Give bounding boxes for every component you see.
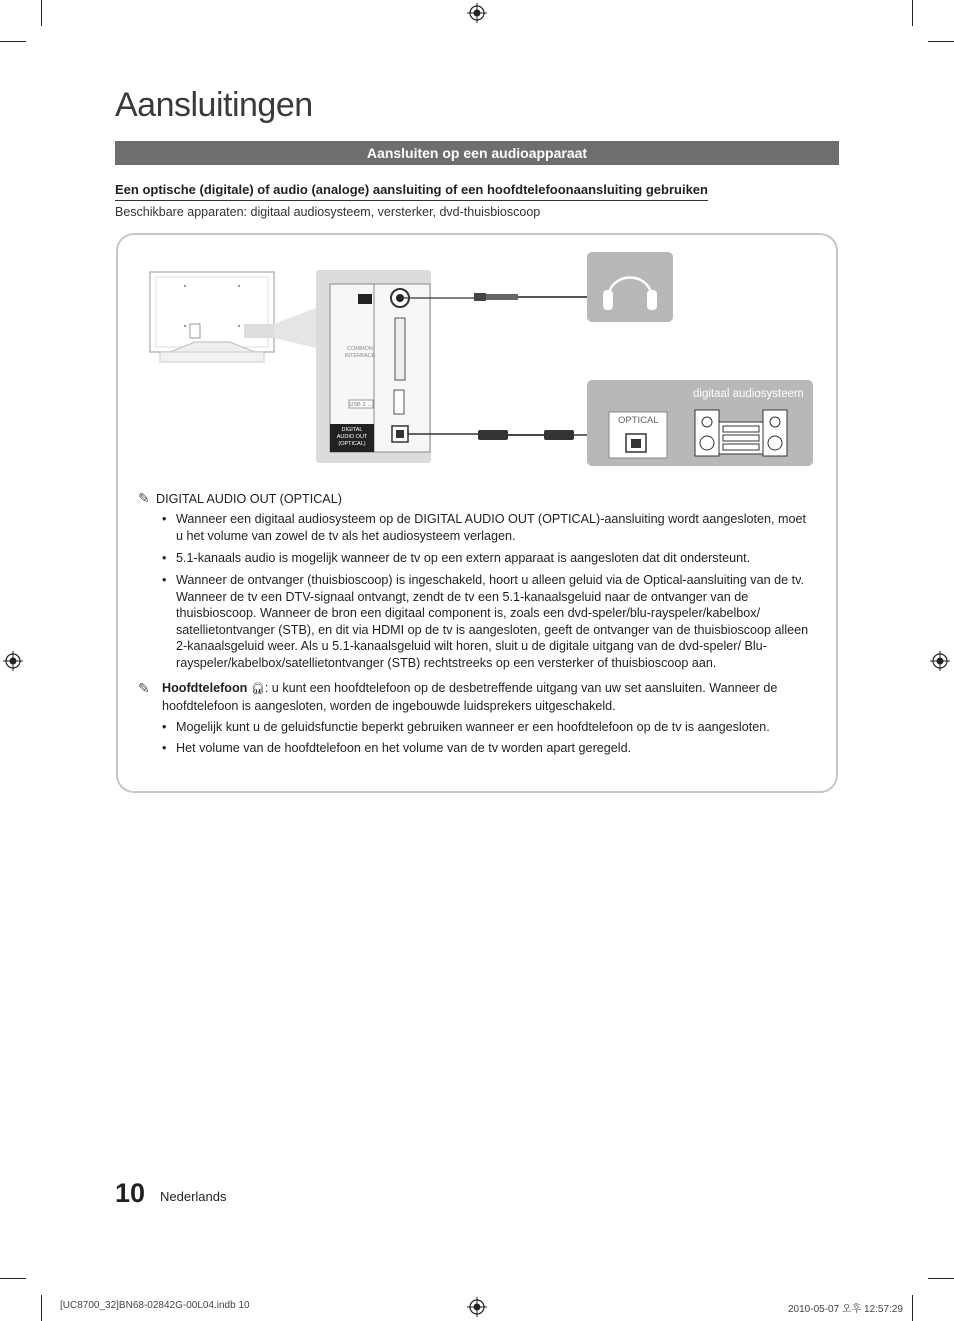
pencil-icon: ✎ [138,490,150,506]
headphone-port-label-icon [358,294,372,304]
language-label: Nederlands [160,1189,227,1204]
optical-label: OPTICAL [618,415,659,426]
crop-mark [912,1295,913,1321]
registration-mark-icon [930,651,950,671]
page-number: 10 [115,1178,146,1208]
section-title: Aansluiten op een audioapparaat [115,141,839,165]
list-item: • Mogelijk kunt u de geluidsfunctie beperkt gebruiken wanneer er een hoofdtelefoon op de tv is aangesloten. [162,720,770,734]
registration-mark-icon [467,3,487,23]
optical-port-label: DIGITAL [341,427,363,433]
registration-mark-icon [3,651,23,671]
crop-mark [41,0,42,26]
page-title: Aansluitingen [115,86,313,124]
optical-port-label: (OPTICAL) [338,441,366,447]
crop-mark [912,0,913,26]
connection-diagram [140,250,830,470]
crop-mark [0,1278,26,1279]
crop-mark [928,1278,954,1279]
common-interface-label: COMMON [347,346,373,352]
list-item: • Wanneer de ontvanger (thuisbioscoop) is ingeschakeld, hoort u alleen geluid via de Optical-aansluiting van de tv. Wanneer de tv een DTV-signaal ontvangt, zendt de tv een 5.1-kanaalsgeluid naar de ontvanger van de thuisbioscoop. Wanneer de bron een digitaal component is, zoals een dvd-speler/blu-rayspeler/kabelbox/ satellietontvanger (STB), en dit via HDMI op de tv is aangesloten, geeft de ontvanger van de thuisbioscoop alleen 2-kanaalsgeluid weer. Als u 5.1-kanaalsgeluid wilt horen, sluit u de digitale uitgang van de dvd-speler/ Blu-rayspeler/kabelbox/satellietontvanger (STB) rechtstreeks op een versterker of thuisbioscoop aan. [162,573,809,670]
list-item: • 5.1-kanaals audio is mogelijk wanneer de tv op een extern apparaat is aangesloten dat dit ondersteunt. [162,551,751,565]
usb-label: USB 3 ↔ [349,402,373,408]
list-item: • Wanneer een digitaal audiosysteem op de DIGITAL AUDIO OUT (OPTICAL)-aansluiting wordt aangesloten, moet u het volume van zowel de tv als het audiosysteem verlagen. [162,512,807,543]
print-timestamp: 2010-05-07 오후 12:57:29 [788,1304,903,1315]
tv-back-icon [150,272,274,362]
registration-mark-icon [467,1297,487,1317]
common-interface-label: INTERFACE [344,353,376,359]
headphone-title: Hoofdtelefoon [162,681,248,695]
note-headphone: ✎ Hoofdtelefoon 🎧︎: u kunt een hoofdtelefoon op de desbetreffende uitgang van uw set aansluiten. Wanneer de hoofdtelefoon is aangesloten, worden de ingebouwde luidsprekers uitgeschakeld. [138,680,778,713]
list-item: • Het volume van de hoofdtelefoon en het volume van de tv worden apart geregeld. [162,741,632,755]
crop-mark [41,1295,42,1321]
subheading: Een optische (digitale) of audio (analoge) aansluiting of een hoofdtelefoonaansluiting gebruiken [115,182,708,201]
audio-system-label: digitaal audiosysteem [693,388,804,400]
crop-mark [0,41,26,42]
note-optical [138,490,818,508]
file-info: [UC8700_32]BN68-02842G-00L04.indb 10 [60,1300,250,1311]
available-devices: Beschikbare apparaten: digitaal audiosysteem, versterker, dvd-thuisbioscoop [115,205,541,219]
pencil-icon: ✎ [138,680,150,696]
headphones-small-icon: 🎧︎ [250,683,265,695]
crop-mark [928,41,954,42]
note-optical-title: DIGITAL AUDIO OUT (OPTICAL) [156,492,342,506]
optical-port-label: AUDIO OUT [336,434,368,440]
